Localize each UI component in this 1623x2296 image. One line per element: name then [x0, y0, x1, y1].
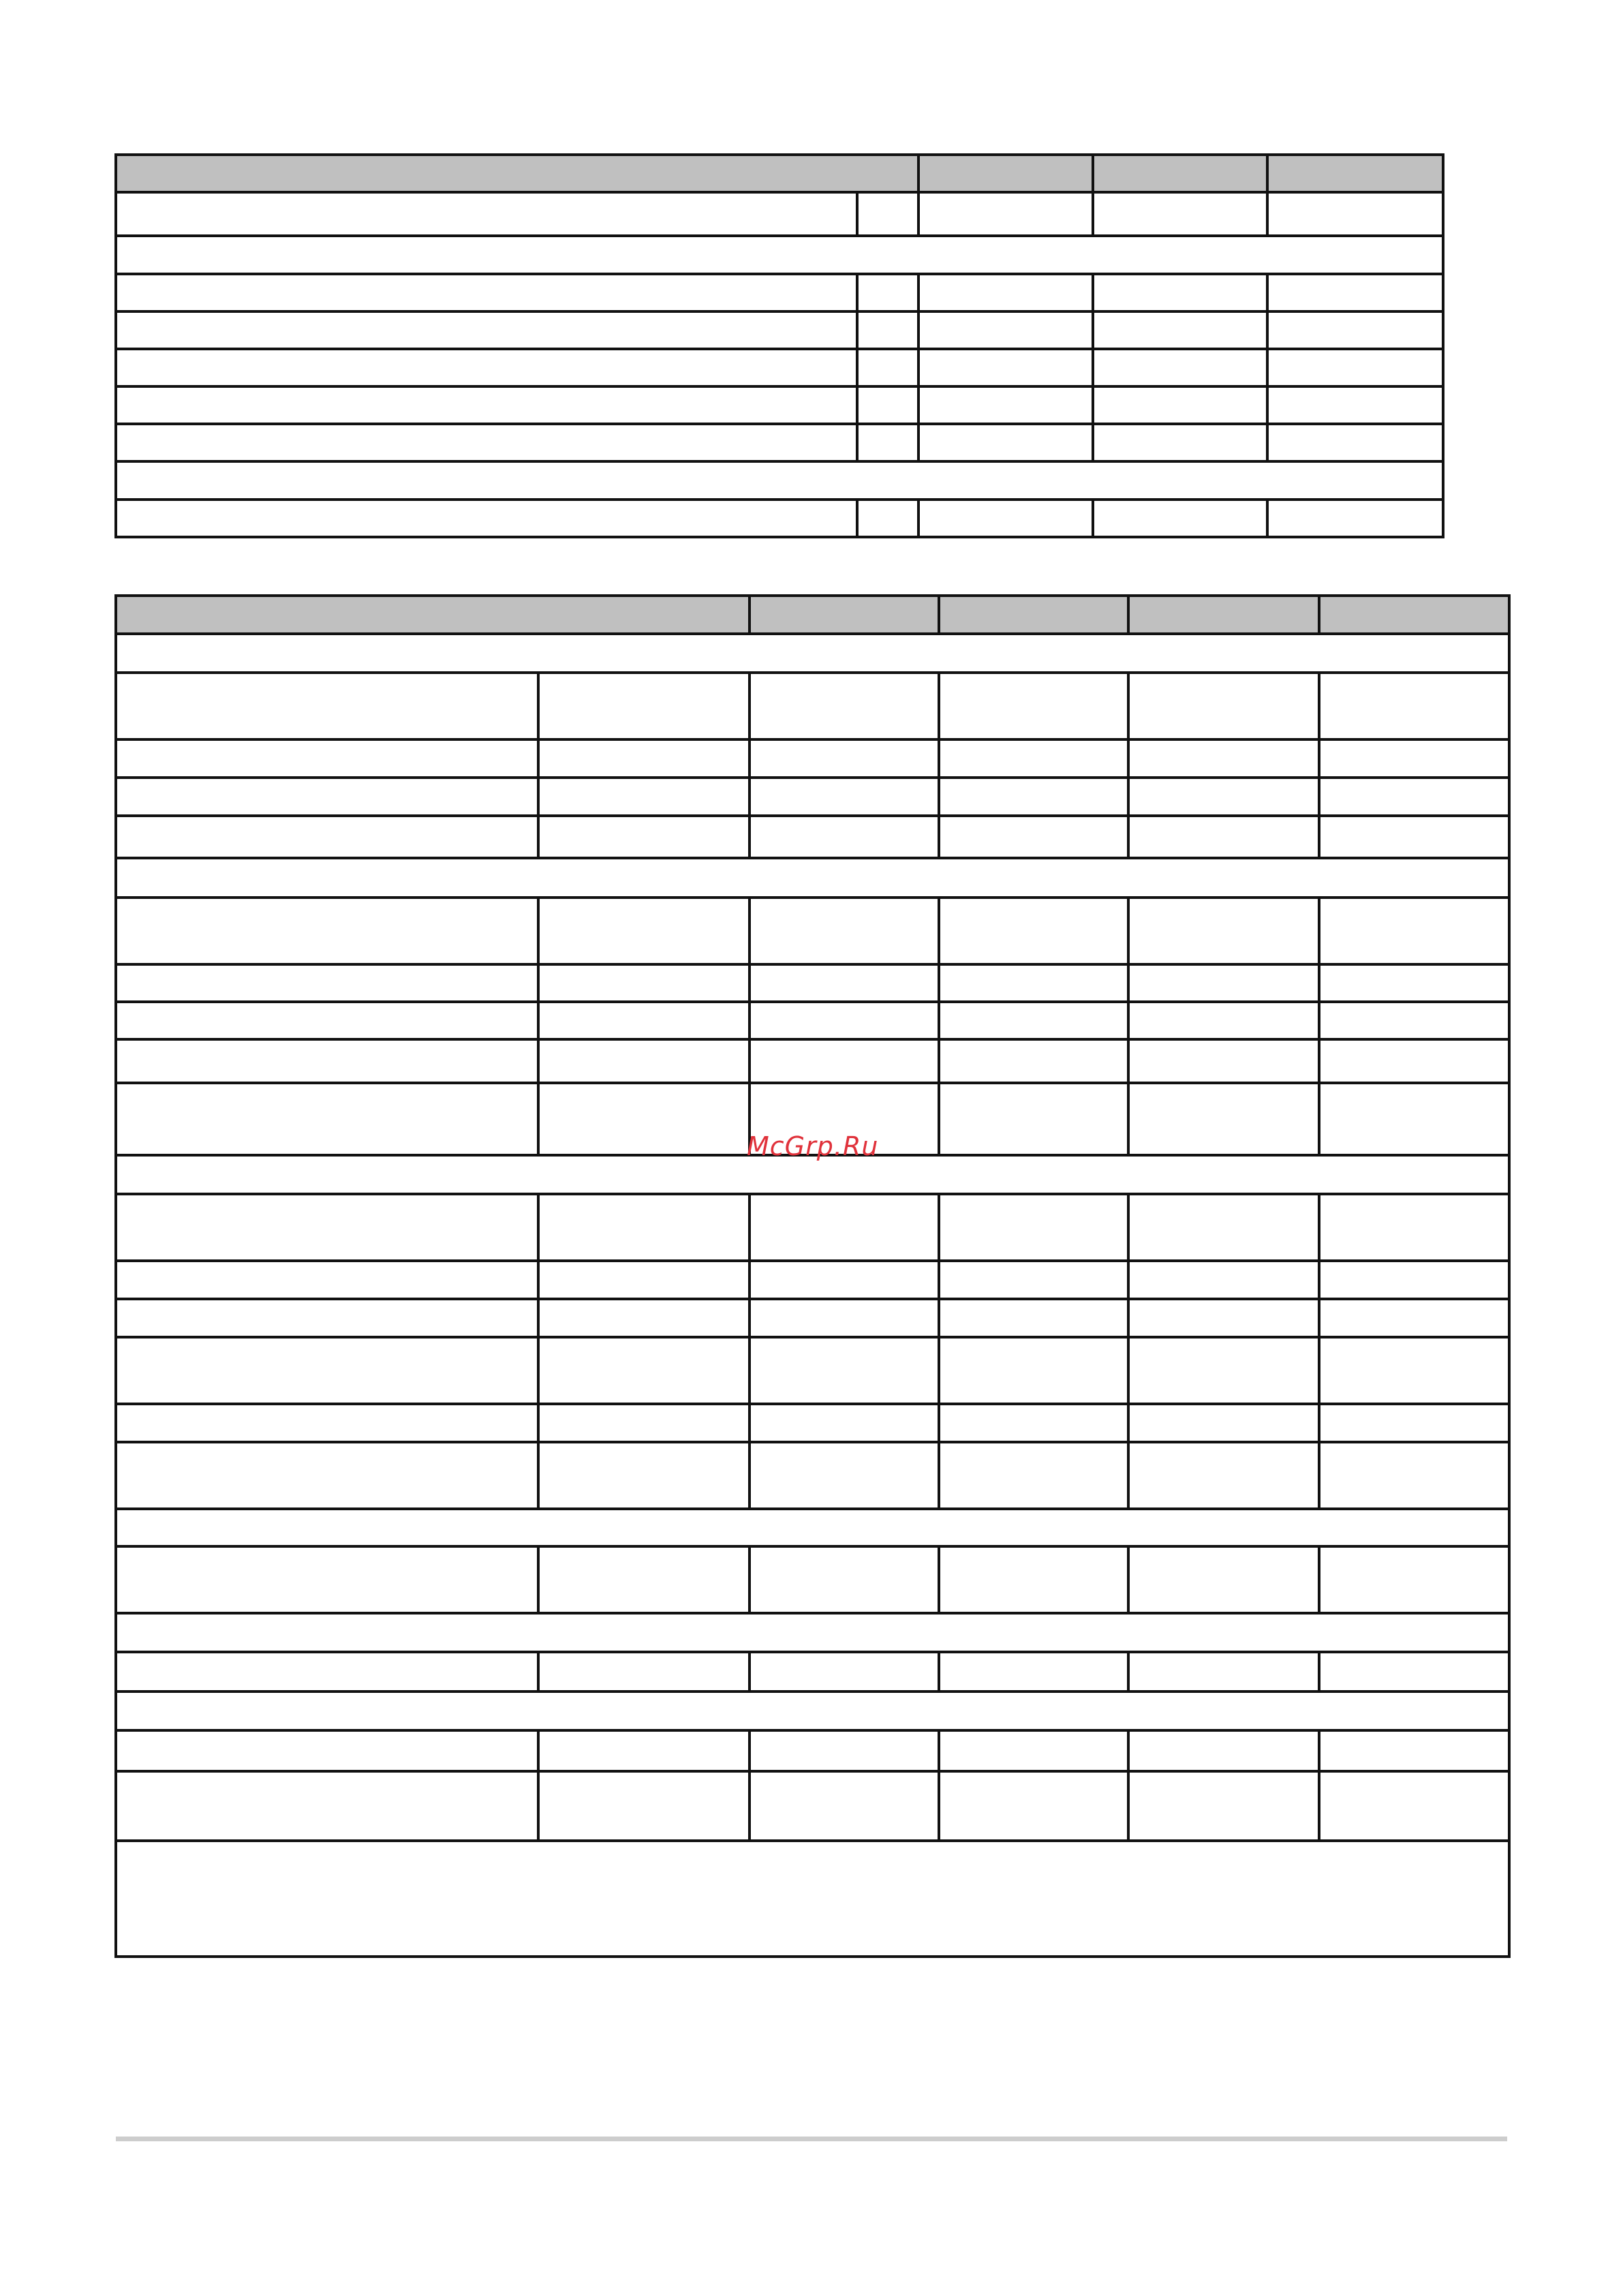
table-cell [939, 1546, 1128, 1613]
table-row [116, 192, 1443, 236]
table-cell [939, 778, 1128, 816]
table-cell [857, 386, 918, 424]
table-row [116, 1730, 1509, 1771]
table-cell [749, 778, 939, 816]
table-cell [749, 1652, 939, 1692]
table-cell [857, 500, 918, 537]
table-cell [116, 1771, 538, 1841]
table-cell [749, 1404, 939, 1442]
table-cell [1319, 964, 1509, 1002]
table-row [116, 1404, 1509, 1442]
section-cell [116, 858, 1509, 898]
table-row [116, 1299, 1509, 1337]
table-cell [1093, 349, 1267, 386]
spec-table-2 [114, 594, 1511, 1958]
table-cell [749, 1299, 939, 1337]
table-cell [1319, 1442, 1509, 1509]
notes-row [116, 1841, 1509, 1957]
table-cell [857, 424, 918, 461]
table-cell [939, 1194, 1128, 1261]
table-cell [1319, 1546, 1509, 1613]
table-row [116, 1546, 1509, 1613]
table-cell [116, 1039, 538, 1083]
section-row [116, 236, 1443, 274]
table-cell [749, 1002, 939, 1039]
table-row [116, 1442, 1509, 1509]
table-cell [538, 1299, 749, 1337]
table-cell [1128, 1194, 1319, 1261]
table-cell [1128, 1652, 1319, 1692]
table-row [116, 424, 1443, 461]
table-cell [939, 964, 1128, 1002]
section-cell [116, 1692, 1509, 1730]
table-cell [1128, 1039, 1319, 1083]
table-cell [538, 1039, 749, 1083]
table-cell [857, 274, 918, 311]
table-cell [1319, 1730, 1509, 1771]
table-row [116, 816, 1509, 858]
table-cell [116, 1730, 538, 1771]
table-cell [116, 274, 857, 311]
table-cell [939, 1771, 1128, 1841]
table-cell [918, 192, 1093, 236]
table-cell [116, 1299, 538, 1337]
table-cell [116, 739, 538, 778]
table-cell [749, 1337, 939, 1404]
table-cell [116, 1002, 538, 1039]
table-cell [1093, 500, 1267, 537]
table-row [116, 898, 1509, 964]
table-row [116, 778, 1509, 816]
table-cell [116, 1261, 538, 1299]
table-cell [939, 739, 1128, 778]
table-cell [116, 1652, 538, 1692]
watermark-text: McGrp.Ru [747, 1131, 879, 1161]
section-cell [116, 1509, 1509, 1546]
table-cell [1319, 1039, 1509, 1083]
table-cell [918, 311, 1093, 349]
table-cell [918, 424, 1093, 461]
table-cell [939, 1261, 1128, 1299]
table-cell [116, 964, 538, 1002]
table-cell [1093, 386, 1267, 424]
table-cell [116, 1337, 538, 1404]
table1-header-cell [918, 155, 1093, 192]
table-cell [749, 1039, 939, 1083]
table-row [116, 349, 1443, 386]
table-cell [1128, 1083, 1319, 1155]
table-cell [939, 816, 1128, 858]
table-cell [749, 964, 939, 1002]
table-cell [939, 1337, 1128, 1404]
table-cell [1128, 778, 1319, 816]
table-cell [538, 1404, 749, 1442]
table-cell [1319, 778, 1509, 816]
table-cell [1319, 739, 1509, 778]
table-cell [1128, 1337, 1319, 1404]
table-cell [918, 500, 1093, 537]
table-cell [1093, 424, 1267, 461]
section-row [116, 1509, 1509, 1546]
notes-cell [116, 1841, 1509, 1957]
table-cell [918, 386, 1093, 424]
table-cell [538, 778, 749, 816]
table-cell [116, 349, 857, 386]
table2-header-cell [939, 596, 1128, 634]
table-cell [918, 349, 1093, 386]
table-row [116, 964, 1509, 1002]
table-cell [939, 1039, 1128, 1083]
table-cell [749, 739, 939, 778]
table-cell [1319, 1404, 1509, 1442]
table-cell [538, 1546, 749, 1613]
table-cell [1319, 1194, 1509, 1261]
table2-header-cell [749, 596, 939, 634]
table1-header-cell [1093, 155, 1267, 192]
table-row [116, 311, 1443, 349]
table-cell [1319, 816, 1509, 858]
table-cell [1128, 1771, 1319, 1841]
table-cell [1267, 424, 1443, 461]
table-cell [1319, 673, 1509, 739]
section-row [116, 858, 1509, 898]
table-cell [939, 1299, 1128, 1337]
table-cell [1267, 274, 1443, 311]
table-cell [538, 1337, 749, 1404]
table-cell [1128, 673, 1319, 739]
table-cell [749, 1546, 939, 1613]
table-cell [538, 816, 749, 858]
table-cell [939, 1404, 1128, 1442]
table-cell [1128, 816, 1319, 858]
table-row [116, 739, 1509, 778]
table-row [116, 274, 1443, 311]
table-cell [1319, 1261, 1509, 1299]
section-cell [116, 1613, 1509, 1652]
table-cell [1128, 1261, 1319, 1299]
table-cell [116, 898, 538, 964]
table-row [116, 1652, 1509, 1692]
table2-header-cell [116, 596, 749, 634]
table-cell [1319, 898, 1509, 964]
table-cell [538, 1002, 749, 1039]
table-cell [538, 1194, 749, 1261]
table-cell [116, 1442, 538, 1509]
table-cell [939, 1652, 1128, 1692]
table1-header-row [116, 155, 1443, 192]
table1-header-cell [116, 155, 918, 192]
table-cell [749, 673, 939, 739]
section-cell [116, 634, 1509, 673]
table-cell [1093, 192, 1267, 236]
table-cell [1128, 739, 1319, 778]
table-cell [1128, 1404, 1319, 1442]
table-row [116, 1337, 1509, 1404]
table-cell [749, 1771, 939, 1841]
table-cell [538, 1730, 749, 1771]
table-cell [1267, 311, 1443, 349]
table-cell [538, 739, 749, 778]
table-cell [857, 192, 918, 236]
table-row [116, 673, 1509, 739]
table-cell [538, 1771, 749, 1841]
table1-header-cell [1267, 155, 1443, 192]
table-row [116, 1002, 1509, 1039]
table-cell [1319, 1652, 1509, 1692]
table-cell [116, 1404, 538, 1442]
table-cell [1128, 1002, 1319, 1039]
table-cell [116, 311, 857, 349]
table-row [116, 1039, 1509, 1083]
section-cell [116, 461, 1443, 500]
table-cell [1093, 274, 1267, 311]
table-cell [857, 349, 918, 386]
table-cell [538, 1083, 749, 1155]
footer-divider [116, 2137, 1507, 2141]
table-cell [1267, 386, 1443, 424]
table-cell [1128, 964, 1319, 1002]
table-cell [538, 898, 749, 964]
spec-table-1 [114, 153, 1444, 538]
table-cell [538, 1442, 749, 1509]
table-cell [1319, 1083, 1509, 1155]
table-cell [116, 500, 857, 537]
table-cell [1128, 1730, 1319, 1771]
table2-header-row [116, 596, 1509, 634]
table-row [116, 1261, 1509, 1299]
table-cell [1267, 500, 1443, 537]
table-cell [116, 1083, 538, 1155]
table-cell [1128, 898, 1319, 964]
table-cell [1128, 1442, 1319, 1509]
table-cell [116, 424, 857, 461]
table-cell [1128, 1299, 1319, 1337]
table-cell [749, 1194, 939, 1261]
table-cell [1319, 1299, 1509, 1337]
section-row [116, 634, 1509, 673]
table-cell [749, 898, 939, 964]
table-cell [116, 673, 538, 739]
table-cell [116, 1546, 538, 1613]
table-cell [116, 816, 538, 858]
table-row [116, 386, 1443, 424]
table-cell [538, 1652, 749, 1692]
table-cell [1319, 1002, 1509, 1039]
section-cell [116, 236, 1443, 274]
table-cell [116, 778, 538, 816]
table2-header-cell [1128, 596, 1319, 634]
table-cell [749, 1261, 939, 1299]
table-cell [116, 1194, 538, 1261]
table-cell [116, 386, 857, 424]
table-cell [939, 1083, 1128, 1155]
table-cell [538, 1261, 749, 1299]
table-cell [749, 1442, 939, 1509]
table-cell [749, 816, 939, 858]
table-cell [939, 898, 1128, 964]
table-cell [1267, 349, 1443, 386]
table-row [116, 1194, 1509, 1261]
table-cell [1267, 192, 1443, 236]
table-cell [1128, 1546, 1319, 1613]
table-row [116, 1771, 1509, 1841]
table-cell [939, 673, 1128, 739]
table-cell [538, 964, 749, 1002]
table-cell [1319, 1771, 1509, 1841]
section-row [116, 1692, 1509, 1730]
table-cell [116, 192, 857, 236]
table2-header-cell [1319, 596, 1509, 634]
table-cell [857, 311, 918, 349]
table-row [116, 500, 1443, 537]
table-cell [939, 1730, 1128, 1771]
table-cell [939, 1002, 1128, 1039]
table-cell [918, 274, 1093, 311]
section-row [116, 1613, 1509, 1652]
table-cell [749, 1730, 939, 1771]
table-cell [538, 673, 749, 739]
table-cell [1093, 311, 1267, 349]
section-row [116, 461, 1443, 500]
table-cell [939, 1442, 1128, 1509]
table-cell [1319, 1337, 1509, 1404]
